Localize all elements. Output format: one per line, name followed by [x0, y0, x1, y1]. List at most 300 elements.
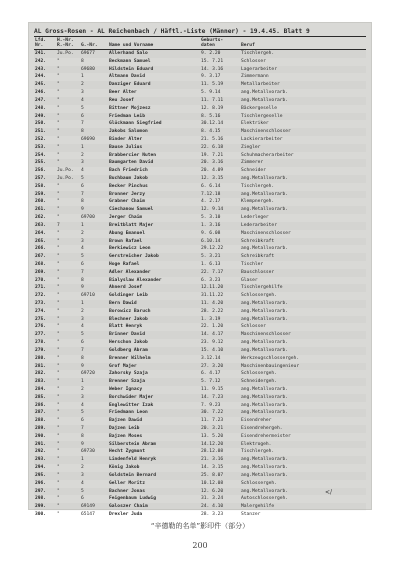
cell-haeftling-nr: ": [57, 301, 60, 306]
cell-haeftling-nr: ": [57, 371, 60, 377]
cell-name: Jakobs Salomon: [109, 129, 148, 135]
cell-birth-date: 14. 4.17: [201, 332, 224, 338]
cell-birth-date: 1. 6.13: [201, 261, 221, 267]
cell-lfd-nr: 298.: [35, 496, 47, 502]
cell-name: Bause Julius: [109, 144, 143, 150]
cell-occupation: Schlossergeh.: [241, 480, 277, 486]
cell-g-nr: 1: [81, 379, 84, 385]
table-row: [34, 480, 366, 488]
table-row: [34, 214, 366, 222]
cell-lfd-nr: 263.: [35, 222, 47, 228]
cell-name: Brinner David: [109, 332, 145, 338]
cell-lfd-nr: 267.: [35, 254, 47, 260]
cell-g-nr: 6: [81, 113, 84, 119]
cell-name: Grof Majer: [109, 363, 137, 369]
cell-name: Baumgarten David: [109, 160, 154, 166]
cell-g-nr: 8: [81, 199, 84, 205]
cell-lfd-nr: 284.: [35, 386, 47, 392]
cell-haeftling-nr: ": [57, 207, 60, 213]
cell-lfd-nr: 249.: [35, 113, 47, 119]
cell-occupation: Schlosser: [241, 58, 266, 64]
table-row: [34, 269, 366, 277]
cell-birth-date: 20. 4.09: [201, 168, 224, 174]
cell-lfd-nr: 272.: [35, 293, 47, 299]
cell-haeftling-nr: ": [57, 316, 60, 322]
cell-lfd-nr: 252.: [35, 136, 47, 142]
cell-birth-date: 23. 9.12: [201, 340, 224, 346]
cell-name: Glückmann Siegfried: [109, 121, 162, 127]
table-row: [34, 323, 366, 331]
cell-occupation: Klempnergeh.: [241, 199, 275, 205]
cell-occupation: Autoschlossergeh.: [241, 496, 289, 502]
handwritten-mark: </: [324, 489, 332, 496]
cell-haeftling-nr: ": [57, 449, 60, 455]
cell-birth-date: 22. 1.20: [201, 324, 224, 330]
cell-occupation: Werkzeugschlossergeh.: [241, 355, 300, 361]
cell-haeftling-nr: ": [57, 277, 60, 283]
cell-lfd-nr: 286.: [35, 402, 47, 408]
cell-lfd-nr: 287.: [35, 410, 47, 416]
cell-birth-date: 6. 6.14: [201, 183, 221, 189]
cell-occupation: Tischlergeselle: [241, 113, 283, 119]
cell-occupation: Lackierarbeiter: [241, 136, 283, 142]
cell-haeftling-nr: ": [57, 152, 60, 158]
cell-name: Bronner Jerzy: [109, 191, 145, 197]
cell-occupation: Schneider: [241, 168, 266, 174]
cell-birth-date: 6. 3.23: [201, 277, 221, 283]
cell-name: Altmann David: [109, 74, 145, 80]
cell-name: Bach Friedrich: [109, 168, 148, 174]
cell-haeftling-nr: 7: [57, 222, 60, 228]
cell-occupation: ang.Metallvorarb.: [241, 207, 289, 213]
cell-occupation: ang.Metallvorarb.: [241, 97, 289, 103]
cell-name: Englewitter Izak: [109, 402, 154, 408]
table-row: [34, 175, 366, 183]
cell-haeftling-nr: ": [57, 82, 60, 88]
cell-birth-date: 14. 7.23: [201, 394, 224, 400]
cell-g-nr: 9: [81, 441, 84, 447]
table-row: [34, 316, 366, 324]
cell-lfd-nr: 258.: [35, 183, 47, 189]
cell-birth-date: 5. 9.14: [201, 90, 221, 96]
cell-name: Borowicz Baruch: [109, 308, 151, 314]
cell-name: Weber Ignacy: [109, 386, 143, 392]
cell-g-nr: 8: [81, 355, 84, 361]
cell-name: Breitblatt Majer: [109, 222, 154, 228]
cell-lfd-nr: 278.: [35, 340, 47, 346]
cell-lfd-nr: 297.: [35, 488, 47, 494]
cell-birth-date: 30. 7.22: [201, 410, 224, 416]
cell-lfd-nr: 282.: [35, 371, 47, 377]
cell-birth-date: 7.12.18: [201, 191, 221, 197]
cell-occupation: Glaser: [241, 277, 258, 283]
cell-haeftling-nr: ": [57, 136, 60, 142]
cell-occupation: Schneidergeh.: [241, 379, 277, 385]
table-row: [34, 159, 366, 167]
cell-lfd-nr: 300.: [35, 511, 47, 517]
cell-lfd-nr: 242.: [35, 58, 47, 64]
cell-g-nr: 1: [81, 457, 84, 463]
cell-birth-date: 24. 4.10: [201, 504, 224, 510]
cell-haeftling-nr: ": [57, 183, 60, 189]
cell-name: Goldstein Bernard: [109, 472, 157, 478]
cell-birth-date: 28. 3.23: [201, 511, 224, 517]
cell-lfd-nr: 290.: [35, 433, 47, 439]
cell-name: Bialyslaw Alexander: [109, 277, 162, 283]
cell-g-nr: 69680: [81, 66, 95, 72]
cell-name: Brown Rafael: [109, 238, 143, 244]
cell-lfd-nr: 247.: [35, 97, 47, 103]
cell-occupation: Eisendrehermeister: [241, 433, 291, 439]
table-row: [34, 144, 366, 152]
cell-birth-date: 7. 9.23: [201, 402, 221, 408]
cell-birth-date: 14. 3.15: [201, 465, 224, 471]
table-row: [34, 113, 366, 121]
cell-lfd-nr: 266.: [35, 246, 47, 252]
cell-name: Danziger Eduard: [109, 82, 151, 88]
cell-name: Grabner Chaim: [109, 199, 145, 205]
table-row: [34, 128, 366, 136]
cell-lfd-nr: 299.: [35, 504, 47, 510]
cell-g-nr: 69690: [81, 136, 95, 142]
cell-birth-date: 4. 2.17: [201, 199, 221, 205]
cell-haeftling-nr: ": [57, 144, 60, 150]
cell-birth-date: 31.11.22: [201, 293, 224, 299]
cell-lfd-nr: 243.: [35, 66, 47, 72]
cell-haeftling-nr: ": [57, 480, 60, 486]
cell-g-nr: 1: [81, 144, 84, 150]
cell-g-nr: 4: [81, 402, 84, 408]
cell-g-nr: 6: [81, 261, 84, 267]
cell-birth-date: 6.10.14: [201, 238, 221, 244]
cell-haeftling-nr: ": [57, 254, 60, 260]
cell-g-nr: 1: [81, 301, 84, 306]
cell-lfd-nr: 251.: [35, 129, 47, 135]
table-row: [34, 347, 366, 355]
table-row: [34, 81, 366, 89]
cell-haeftling-nr: ": [57, 230, 60, 236]
cell-lfd-nr: 255.: [35, 160, 47, 166]
cell-occupation: Maschinenschlosser: [241, 332, 291, 338]
cell-haeftling-nr: ": [57, 511, 60, 517]
table-row: [34, 417, 366, 425]
cell-g-nr: 2: [81, 230, 84, 236]
cell-birth-date: 12. 3.15: [201, 176, 224, 181]
cell-occupation: Eisendreher: [241, 418, 272, 424]
cell-birth-date: 11. 5.19: [201, 82, 224, 88]
cell-g-nr: 8: [81, 277, 84, 283]
column-header: Geburts- daten: [200, 37, 240, 50]
table-row: [34, 339, 366, 347]
cell-occupation: Elektriker: [241, 121, 269, 127]
cell-lfd-nr: 250.: [35, 121, 47, 127]
table-row: [34, 331, 366, 339]
cell-birth-date: 15. 4.10: [201, 347, 224, 353]
cell-g-nr: 3: [81, 90, 84, 96]
cell-name: Bern Dawid: [109, 301, 137, 306]
table-row: [34, 277, 366, 285]
cell-birth-date: 28.12.08: [201, 449, 224, 455]
cell-name: Dajzen Leib: [109, 426, 140, 431]
cell-birth-date: 30.12.14: [201, 121, 224, 127]
cell-g-nr: 69720: [81, 371, 95, 377]
column-header: H.-Nr. R.-Nr.: [56, 37, 80, 50]
document-scan: [28, 22, 372, 517]
cell-occupation: Bauschlosser: [241, 269, 275, 275]
list-title: AL Gross-Rosen - AL Reichenbach / Häftl.-Liste (Männer) - 19.4.45. Blatt 9: [34, 28, 366, 37]
cell-occupation: ang.Metallvorarb.: [241, 465, 289, 471]
table-row: [34, 308, 366, 316]
cell-g-nr: 2: [81, 82, 84, 88]
cell-haeftling-nr: ": [57, 441, 60, 447]
cell-occupation: ang.Metallvorarb.: [241, 176, 289, 181]
cell-name: Goldberg Abram: [109, 347, 148, 353]
cell-birth-date: 31. 3.24: [201, 496, 224, 502]
cell-haeftling-nr: ": [57, 269, 60, 275]
cell-birth-date: 13. 5.20: [201, 433, 224, 439]
cell-haeftling-nr: ": [57, 215, 60, 221]
cell-name: Zahorsky Szaja: [109, 371, 148, 377]
cell-lfd-nr: 261.: [35, 207, 47, 213]
cell-haeftling-nr: ": [57, 238, 60, 244]
cell-name: Hildstein Eduard: [109, 66, 154, 72]
cell-name: Allerhand Salo: [109, 51, 148, 56]
cell-g-nr: 2: [81, 386, 84, 392]
cell-name: Ciechanow Samuel: [109, 207, 154, 213]
cell-occupation: ang.Metallvorarb.: [241, 457, 289, 463]
cell-lfd-nr: 279.: [35, 347, 47, 353]
cell-lfd-nr: 246.: [35, 90, 47, 96]
cell-g-nr: 6: [81, 340, 84, 346]
cell-haeftling-nr: ": [57, 410, 60, 416]
table-row: [34, 253, 366, 261]
cell-lfd-nr: 264.: [35, 230, 47, 236]
cell-lfd-nr: 275.: [35, 316, 47, 322]
cell-haeftling-nr: ": [57, 129, 60, 135]
cell-haeftling-nr: ": [57, 285, 60, 291]
cell-occupation: ang.Metallvorarb.: [241, 308, 289, 314]
cell-haeftling-nr: ": [57, 340, 60, 346]
cell-lfd-nr: 294.: [35, 465, 47, 471]
cell-lfd-nr: 283.: [35, 379, 47, 385]
cell-name: Abung Emanuel: [109, 230, 145, 236]
cell-haeftling-nr: ": [57, 504, 60, 510]
cell-birth-date: 11. 9.15: [201, 386, 224, 392]
cell-name: Buchbaum Jakob: [109, 176, 148, 181]
cell-occupation: Maschinenschlosser: [241, 129, 291, 135]
cell-name: Reu Josef: [109, 97, 134, 103]
cell-g-nr: 9: [81, 363, 84, 369]
cell-birth-date: 11. 7.23: [201, 418, 224, 424]
table-row: [34, 363, 366, 371]
table-row: [34, 394, 366, 402]
cell-haeftling-nr: ": [57, 496, 60, 502]
cell-g-nr: 4: [81, 168, 84, 174]
cell-haeftling-nr: ": [57, 121, 60, 127]
cell-occupation: Malergehilfe: [241, 504, 275, 510]
table-row: [34, 152, 366, 160]
table-row: [34, 488, 366, 496]
cell-birth-date: 27. 3.20: [201, 363, 224, 369]
page-number: 200: [192, 541, 208, 550]
cell-name: Lindenfeld Henryk: [109, 457, 157, 463]
table-row: [34, 191, 366, 199]
table-row: [34, 50, 366, 58]
cell-birth-date: 19. 7.21: [201, 152, 224, 158]
cell-name: Gerstreicher Jakob: [109, 254, 159, 260]
cell-haeftling-nr: ": [57, 105, 60, 111]
cell-birth-date: 9. 6.08: [201, 230, 221, 236]
cell-g-nr: 9: [81, 285, 84, 291]
cell-occupation: Stanzer: [241, 511, 261, 517]
table-row: [34, 378, 366, 386]
cell-birth-date: 5. 7.12: [201, 379, 221, 385]
cell-g-nr: 5: [81, 254, 84, 260]
cell-occupation: Tischlergeh.: [241, 51, 275, 56]
cell-lfd-nr: 257.: [35, 176, 47, 181]
cell-g-nr: 65147: [81, 511, 95, 517]
prisoner-list-table: [34, 37, 366, 519]
cell-g-nr: 4: [81, 97, 84, 103]
table-row: [34, 136, 366, 144]
cell-g-nr: 8: [81, 433, 84, 439]
table-body: [34, 50, 366, 519]
cell-haeftling-nr: ": [57, 246, 60, 252]
cell-name: Friedman Leib: [109, 113, 145, 119]
cell-g-nr: 3: [81, 160, 84, 166]
cell-g-nr: 69710: [81, 293, 95, 299]
cell-lfd-nr: 256.: [35, 168, 47, 174]
cell-name: Blechner Jakob: [109, 316, 148, 322]
table-row: [34, 402, 366, 410]
cell-birth-date: 8. 4.15: [201, 129, 221, 135]
cell-haeftling-nr: ": [57, 347, 60, 353]
cell-g-nr: 2: [81, 308, 84, 314]
cell-g-nr: 2: [81, 152, 84, 158]
table-header-row: [34, 37, 366, 50]
cell-name: Bittner Mojzesz: [109, 105, 151, 111]
table-row: [34, 300, 366, 308]
cell-name: Adler Alexander: [109, 269, 151, 275]
cell-birth-date: 20. 3.16: [201, 160, 224, 166]
table-row: [34, 456, 366, 464]
cell-haeftling-nr: ": [57, 58, 60, 64]
cell-haeftling-nr: Ju.Po.: [57, 168, 74, 174]
cell-lfd-nr: 268.: [35, 261, 47, 267]
cell-name: Bachner Jonas: [109, 488, 145, 494]
table-row: [34, 222, 366, 230]
cell-occupation: ang.Metallvorarb.: [241, 301, 289, 306]
cell-occupation: ang.Metallvorarb.: [241, 386, 289, 392]
cell-g-nr: 4: [81, 324, 84, 330]
document-content: [34, 28, 366, 517]
cell-occupation: ang.Metallvorarb.: [241, 394, 289, 400]
cell-name: König Jakob: [109, 465, 140, 471]
cell-occupation: ang.Metallvorarb.: [241, 472, 289, 478]
cell-g-nr: 3: [81, 316, 84, 322]
cell-occupation: ang.Metallvorarb.: [241, 90, 289, 96]
cell-birth-date: 20. 3.21: [201, 426, 224, 431]
table-row: [34, 472, 366, 480]
cell-occupation: Schlossergeh.: [241, 293, 277, 299]
cell-name: Beer Alter: [109, 90, 137, 96]
table-row: [34, 97, 366, 105]
cell-name: Borchwider Majer: [109, 394, 154, 400]
cell-haeftling-nr: ": [57, 199, 60, 205]
cell-g-nr: 8: [81, 58, 84, 64]
table-row: [34, 464, 366, 472]
table-row: [34, 183, 366, 191]
cell-name: Feigenbaum Ludwig: [109, 496, 157, 502]
cell-birth-date: 11. 7.11: [201, 97, 224, 103]
cell-name: Beckmann Samuel: [109, 58, 151, 64]
cell-occupation: Ziegler: [241, 144, 261, 150]
table-row: [34, 73, 366, 81]
table-row: [34, 370, 366, 378]
cell-g-nr: 6: [81, 496, 84, 502]
cell-g-nr: 1: [81, 74, 84, 80]
table-row: [34, 58, 366, 66]
cell-haeftling-nr: ": [57, 324, 60, 330]
table-row: [34, 120, 366, 128]
cell-birth-date: 25. 8.07: [201, 472, 224, 478]
cell-name: Bajzen Dawid: [109, 418, 143, 424]
table-row: [34, 89, 366, 97]
cell-lfd-nr: 254.: [35, 152, 47, 158]
cell-haeftling-nr: ": [57, 418, 60, 424]
cell-name: Jerger Chaim: [109, 215, 143, 221]
cell-occupation: Maschinenschlosser: [241, 230, 291, 236]
cell-lfd-nr: 293.: [35, 457, 47, 463]
cell-occupation: ang.Metallvorarb.: [241, 191, 289, 197]
cell-lfd-nr: 269.: [35, 269, 47, 275]
cell-occupation: Schlosser: [241, 324, 266, 330]
cell-haeftling-nr: ": [57, 355, 60, 361]
cell-occupation: Zimmermann: [241, 74, 269, 80]
table-row: [34, 448, 366, 456]
table-row: [34, 261, 366, 269]
cell-name: Silberstein Abram: [109, 441, 157, 447]
table-row: [34, 238, 366, 246]
cell-occupation: Maschinenbauingenieur: [241, 363, 300, 369]
cell-name: Bajzen Moses: [109, 433, 143, 439]
table-row: [34, 66, 366, 74]
cell-g-nr: 8: [81, 129, 84, 135]
cell-birth-date: 14.12.20: [201, 441, 224, 447]
cell-birth-date: 5. 3.21: [201, 254, 221, 260]
cell-lfd-nr: 281.: [35, 363, 47, 369]
cell-occupation: ang.Metallvorarb.: [241, 347, 289, 353]
cell-occupation: Schlossergeh.: [241, 371, 277, 377]
cell-birth-date: 21. 3.16: [201, 457, 224, 463]
table-row: [34, 198, 366, 206]
cell-g-nr: 69730: [81, 449, 95, 455]
cell-g-nr: 6: [81, 183, 84, 189]
column-header: Lfd. Nr.: [34, 37, 56, 50]
cell-birth-date: 14. 3.16: [201, 66, 224, 72]
cell-name: Hoge Rafael: [109, 261, 140, 267]
table-row: [34, 105, 366, 113]
cell-occupation: Lederarbeiter: [241, 222, 277, 228]
cell-g-nr: 7: [81, 191, 84, 197]
cell-birth-date: 29.12.22: [201, 246, 224, 252]
cell-haeftling-nr: ": [57, 426, 60, 431]
cell-occupation: ang.Metallvorarb.: [241, 410, 289, 416]
cell-birth-date: 12. 9.14: [201, 207, 224, 213]
cell-g-nr: 69677: [81, 51, 95, 56]
cell-lfd-nr: 288.: [35, 418, 47, 424]
cell-name: Brabbercier Nuten: [109, 152, 157, 158]
